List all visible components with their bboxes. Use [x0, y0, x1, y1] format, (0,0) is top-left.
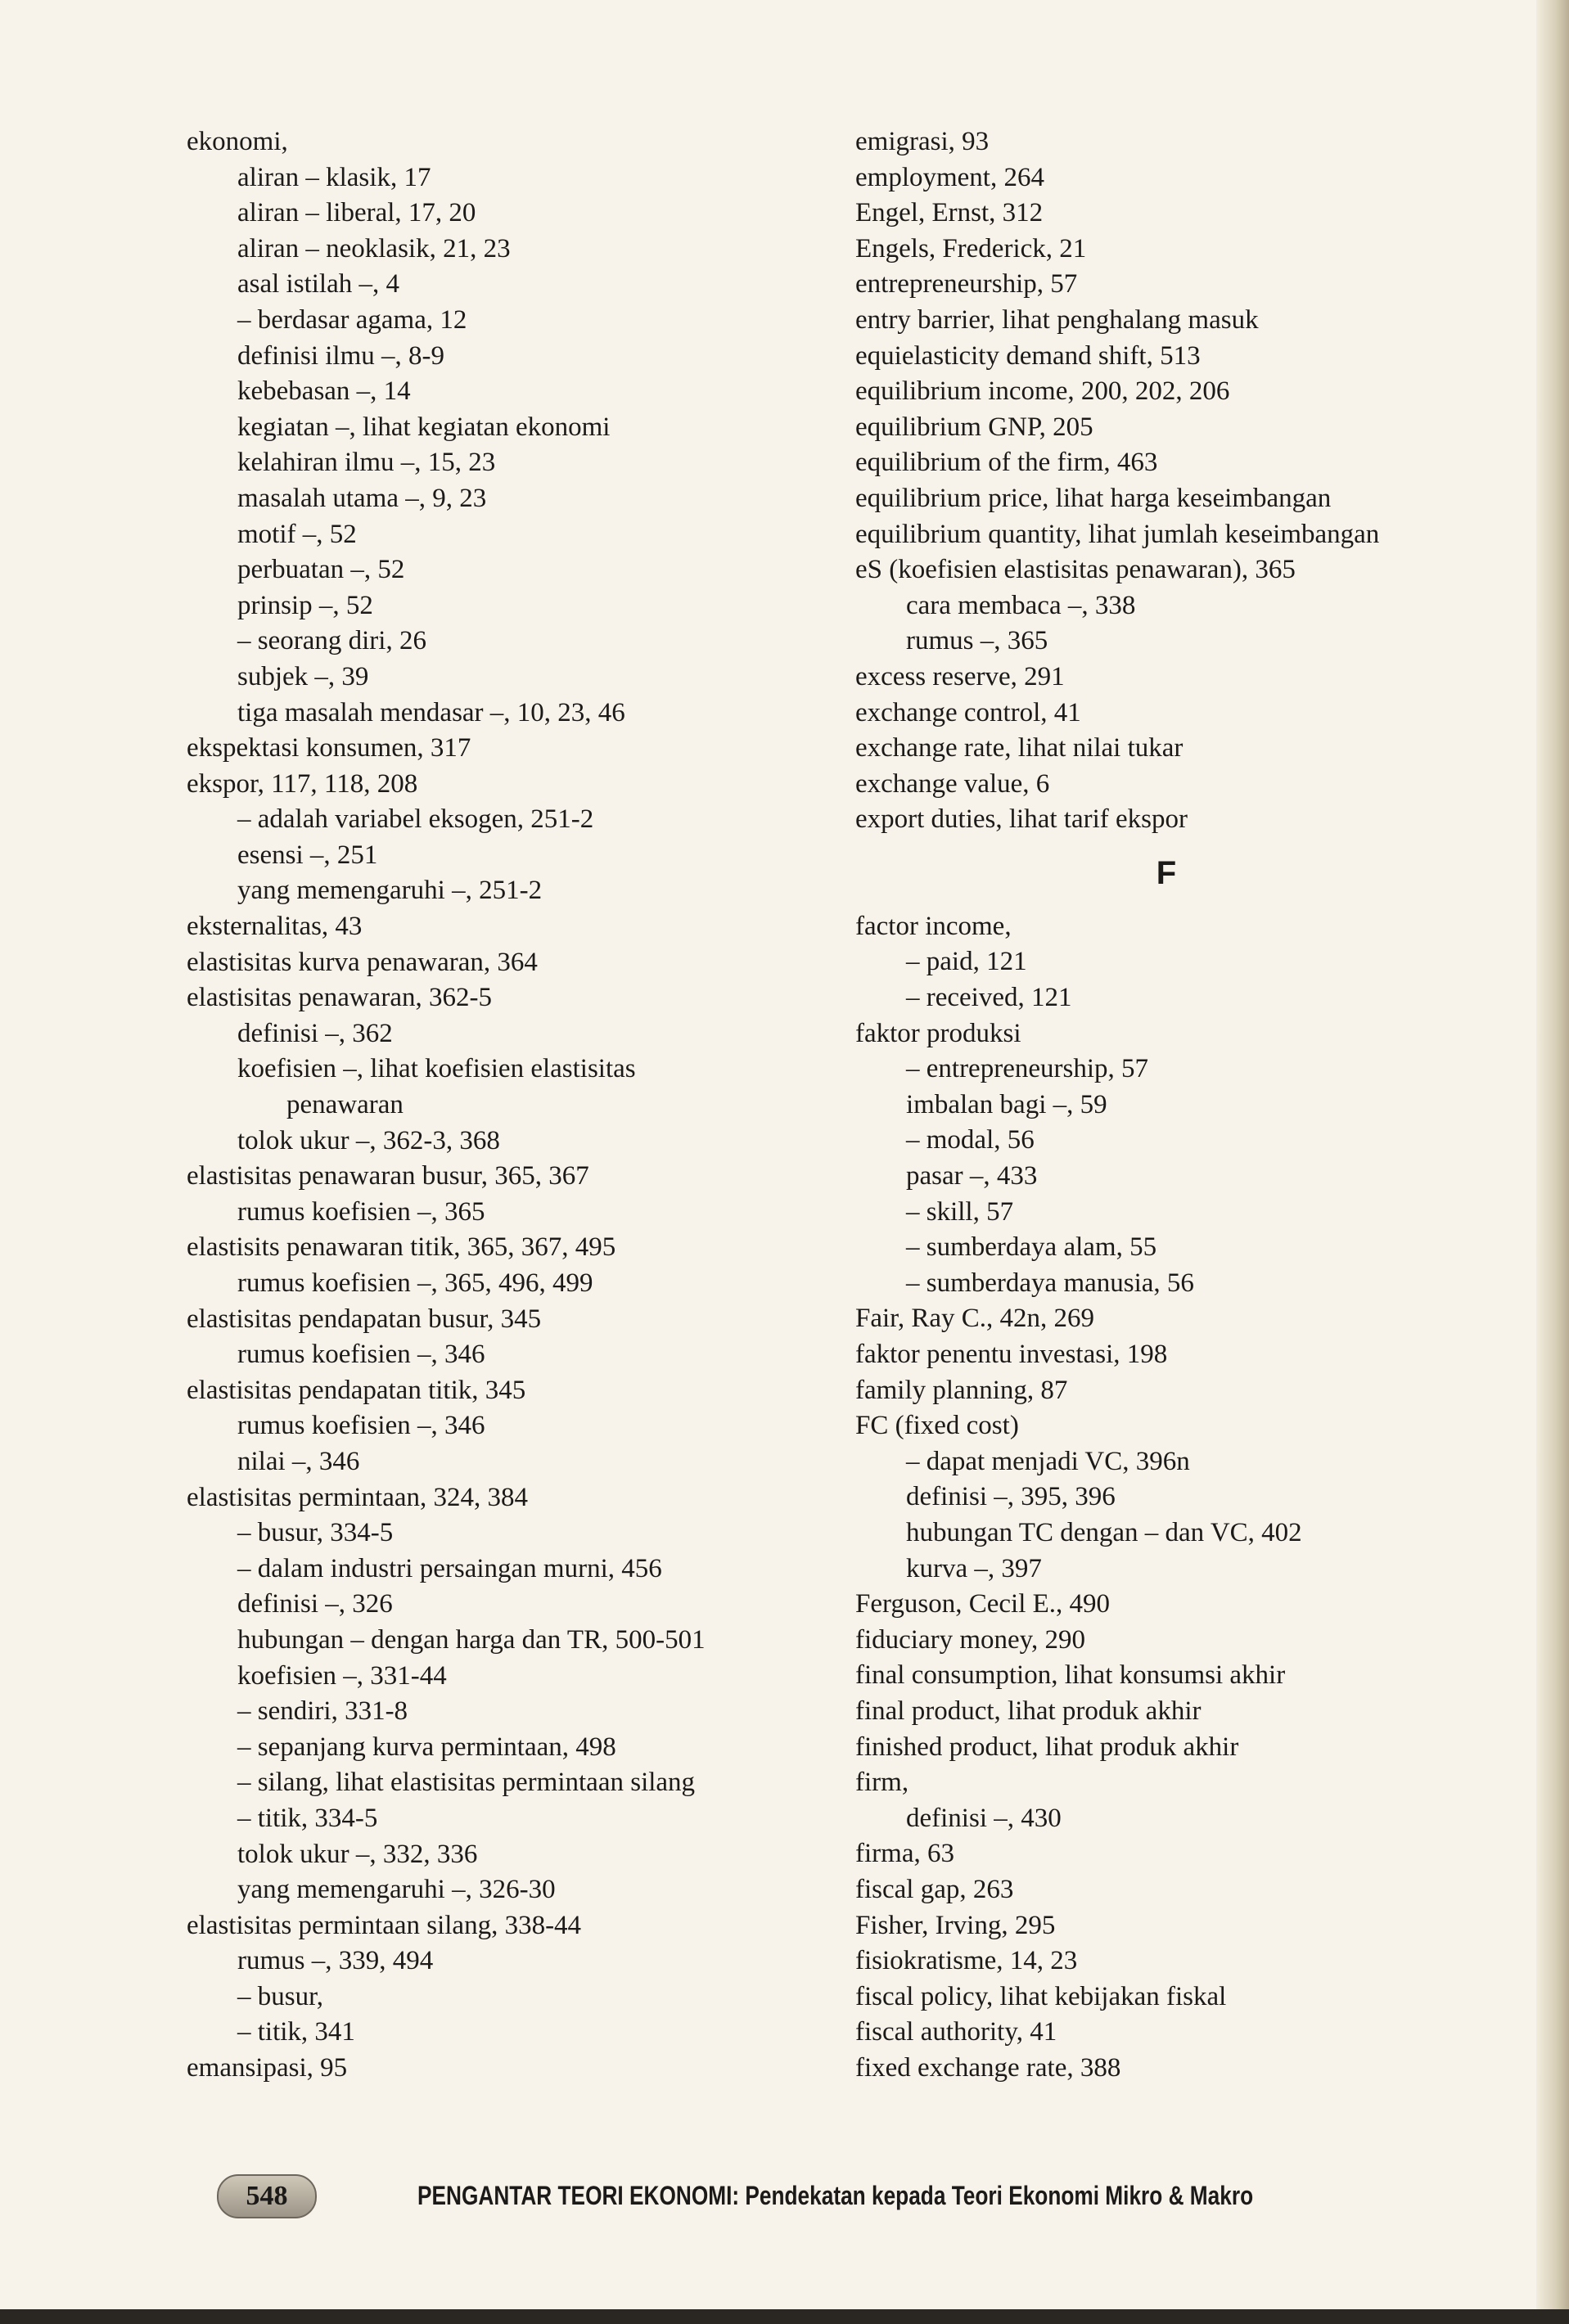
index-entry: ekspektasi konsumen, 317: [187, 733, 471, 763]
index-entry: yang memengaruhi –, 326-30: [237, 1875, 556, 1905]
index-entry: ekonomi,: [187, 127, 288, 156]
index-entry: entrepreneurship, 57: [855, 269, 1078, 300]
index-entry: nilai –, 346: [237, 1446, 360, 1476]
index-entry: koefisien –, 331-44: [237, 1660, 447, 1691]
index-entry: hubungan TC dengan – dan VC, 402: [906, 1517, 1302, 1547]
section-letter-heading: F: [1156, 854, 1177, 891]
index-column-left: [187, 124, 841, 2087]
index-entry: entry barrier, lihat penghalang masuk: [855, 304, 1259, 335]
index-entry: fiscal authority, 41: [855, 2017, 1057, 2047]
index-entry: eS (koefisien elastisitas penawaran), 365: [855, 555, 1296, 585]
index-entry: cara membaca –, 338: [906, 590, 1136, 620]
index-entry: fixed exchange rate, 388: [855, 2052, 1121, 2083]
index-entry: koefisien –, lihat koefisien elastisitas: [237, 1054, 636, 1084]
index-entry: – adalah variabel eksogen, 251-2: [237, 804, 594, 835]
index-entry: employment, 264: [855, 162, 1044, 192]
index-entry: imbalan bagi –, 59: [906, 1089, 1107, 1119]
index-entry: equilibrium income, 200, 202, 206: [855, 376, 1230, 407]
scan-bottom-edge: [0, 2309, 1569, 2324]
index-entry: fisiokratisme, 14, 23: [855, 1946, 1078, 1976]
index-entry: equilibrium GNP, 205: [855, 412, 1093, 442]
book-title-main: PENGANTAR TEORI EKONOMI:: [417, 2181, 740, 2210]
index-entry: fiscal policy, lihat kebijakan fiskal: [855, 1981, 1227, 2011]
index-entry: final consumption, lihat konsumsi akhir: [855, 1660, 1286, 1691]
index-entry: – sumberdaya manusia, 56: [906, 1268, 1194, 1298]
index-entry: emansipasi, 95: [187, 2053, 348, 2083]
index-entry: exchange value, 6: [855, 768, 1050, 799]
index-entry: rumus –, 339, 494: [237, 1946, 434, 1976]
index-entry: kurva –, 397: [906, 1553, 1042, 1583]
book-title-sub: Pendekatan kepada Teori Ekonomi Mikro & Makro: [745, 2181, 1254, 2210]
index-entry: exchange control, 41: [855, 697, 1081, 727]
index-entry: – modal, 56: [906, 1125, 1035, 1155]
index-entry: asal istilah –, 4: [237, 269, 399, 300]
index-entry: – busur,: [237, 1981, 324, 2011]
index-entry: aliran – neoklasik, 21, 23: [237, 233, 511, 263]
index-entry: equilibrium quantity, lihat jumlah keseimbangan: [855, 519, 1380, 549]
page-number-badge: 548: [217, 2174, 317, 2218]
index-entry: faktor penentu investasi, 198: [855, 1340, 1168, 1369]
index-entry: elastisitas permintaan silang, 338-44: [187, 1910, 582, 1940]
index-entry: elastisitas penawaran, 362-5: [187, 983, 492, 1013]
index-entry: – busur, 334-5: [237, 1518, 394, 1548]
index-entry: esensi –, 251: [237, 840, 378, 870]
index-entry: definisi ilmu –, 8-9: [237, 340, 444, 371]
index-entry: exchange rate, lihat nilai tukar: [855, 733, 1184, 763]
index-entry: family planning, 87: [855, 1375, 1068, 1405]
index-entry: pasar –, 433: [906, 1161, 1038, 1191]
index-entry: eksternalitas, 43: [187, 912, 363, 942]
index-entry: rumus koefisien –, 346: [237, 1340, 485, 1370]
index-entry: perbuatan –, 52: [237, 555, 405, 585]
index-entry: – skill, 57: [906, 1196, 1014, 1227]
index-entry: definisi –, 395, 396: [906, 1482, 1116, 1512]
index-entry: elastisitas pendapatan titik, 345: [187, 1375, 526, 1405]
index-column-right: [855, 124, 1477, 2086]
index-entry: ekspor, 117, 118, 208: [187, 768, 418, 799]
index-entry: fiscal gap, 263: [855, 1874, 1014, 1904]
index-entry: rumus koefisien –, 365, 496, 499: [237, 1268, 593, 1298]
running-footer-title: [417, 2178, 1253, 2214]
index-entry: rumus koefisien –, 346: [237, 1411, 485, 1441]
index-entry: equielasticity demand shift, 513: [855, 340, 1201, 371]
index-entry: definisi –, 326: [237, 1589, 393, 1619]
index-entry: masalah utama –, 9, 23: [237, 483, 487, 513]
index-entry: prinsip –, 52: [237, 590, 373, 620]
index-entry: – titik, 334-5: [237, 1803, 378, 1833]
index-entry: kelahiran ilmu –, 15, 23: [237, 448, 496, 478]
index-entry: factor income,: [855, 911, 1012, 941]
index-entry: – berdasar agama, 12: [237, 304, 467, 335]
index-entry: elastisitas penawaran busur, 365, 367: [187, 1161, 589, 1191]
index-entry: subjek –, 39: [237, 661, 369, 691]
index-entry: – dalam industri persaingan murni, 456: [237, 1553, 662, 1583]
index-entry: – titik, 341: [237, 2017, 355, 2047]
index-entry: tolok ukur –, 332, 336: [237, 1839, 478, 1869]
index-entry: Engel, Ernst, 312: [855, 198, 1044, 228]
index-entry: – paid, 121: [906, 947, 1027, 977]
index-entry: firm,: [855, 1768, 909, 1798]
index-entry: kegiatan –, lihat kegiatan ekonomi: [237, 412, 611, 442]
index-entry: elastisitas permintaan, 324, 384: [187, 1482, 528, 1512]
index-entry: – silang, lihat elastisitas permintaan silang: [237, 1768, 696, 1798]
index-entry: Ferguson, Cecil E., 490: [855, 1589, 1111, 1619]
index-entry: Fisher, Irving, 295: [855, 1910, 1056, 1940]
index-entry: elastisits penawaran titik, 365, 367, 495: [187, 1232, 616, 1263]
page-edge-shadow: [1536, 0, 1569, 2324]
index-entry: Engels, Frederick, 21: [855, 233, 1087, 263]
index-entry: elastisitas pendapatan busur, 345: [187, 1304, 542, 1334]
index-entry: kebebasan –, 14: [237, 376, 411, 407]
index-entry: rumus –, 365: [906, 626, 1048, 656]
index-entry: penawaran: [286, 1090, 404, 1120]
index-entry: final product, lihat produk akhir: [855, 1696, 1202, 1726]
index-entry: – seorang diri, 26: [237, 626, 426, 656]
index-entry: export duties, lihat tarif ekspor: [855, 804, 1188, 835]
index-entry: aliran – liberal, 17, 20: [237, 198, 476, 228]
index-entry: firma, 63: [855, 1839, 954, 1869]
index-entry: tolok ukur –, 362-3, 368: [237, 1125, 500, 1155]
index-entry: equilibrium of the firm, 463: [855, 448, 1158, 478]
index-entry: excess reserve, 291: [855, 661, 1065, 691]
index-list-f: [855, 909, 1477, 2087]
index-entry: yang memengaruhi –, 251-2: [237, 876, 543, 906]
index-entry: – sepanjang kurva permintaan, 498: [237, 1732, 616, 1762]
index-entry: finished product, lihat produk akhir: [855, 1732, 1239, 1762]
index-entry: – received, 121: [906, 983, 1072, 1013]
index-entry: fiduciary money, 290: [855, 1624, 1086, 1655]
index-entry: elastisitas kurva penawaran, 364: [187, 947, 538, 977]
index-entry: emigrasi, 93: [855, 127, 990, 156]
index-entry: definisi –, 430: [906, 1803, 1062, 1833]
index-entry: – sendiri, 331-8: [237, 1696, 408, 1727]
index-entry: Fair, Ray C., 42n, 269: [855, 1304, 1095, 1334]
index-entry: – dapat menjadi VC, 396n: [906, 1446, 1190, 1476]
index-entry: FC (fixed cost): [855, 1411, 1019, 1441]
index-entry: hubungan – dengan harga dan TR, 500-501: [237, 1624, 706, 1655]
index-entry: definisi –, 362: [237, 1018, 393, 1048]
index-entry: faktor produksi: [855, 1018, 1021, 1048]
index-entry: motif –, 52: [237, 519, 357, 549]
index-entry: – entrepreneurship, 57: [906, 1054, 1148, 1084]
index-entry: – sumberdaya alam, 55: [906, 1232, 1157, 1263]
index-entry: equilibrium price, lihat harga keseimbangan: [855, 483, 1332, 513]
index-list-e-continued: [855, 124, 1477, 838]
page-footer: [217, 2173, 1379, 2218]
index-entry: aliran – klasik, 17: [237, 162, 431, 192]
index-entry: tiga masalah mendasar –, 10, 23, 46: [237, 697, 625, 727]
index-entry: rumus koefisien –, 365: [237, 1196, 485, 1227]
